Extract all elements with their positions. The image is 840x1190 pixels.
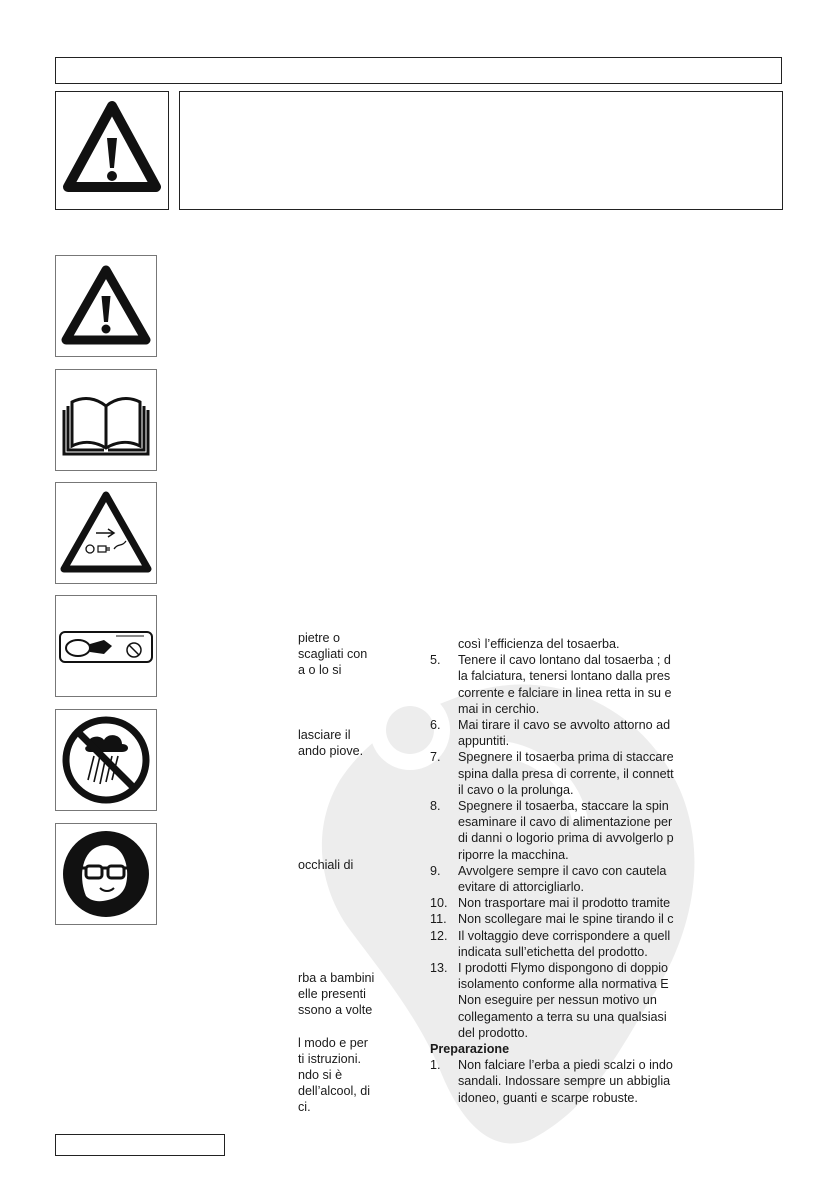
item-line: del prodotto. (458, 1025, 529, 1040)
text-line: occhiali di (298, 857, 354, 872)
item-line: il cavo o la prolunga. (458, 782, 574, 797)
symbol-box-no-rain (55, 709, 157, 811)
text-line (298, 954, 428, 970)
unplug-before-maintenance-icon (56, 483, 156, 583)
list-item (430, 749, 740, 798)
item-number: 8. (430, 799, 441, 814)
item-line: esaminare il cavo di alimentazione per (458, 815, 673, 830)
item-line: indicata sull’etichetta del prodotto. (458, 944, 648, 959)
symbol-box-cable (55, 595, 157, 697)
text-line: a o lo si (298, 663, 342, 678)
text-line (298, 921, 428, 937)
item-line: spina dalla presa di corrente, il connett (458, 766, 674, 781)
wear-eye-protection-icon (56, 824, 156, 924)
item-line: appuntiti. (458, 734, 510, 749)
text-line: l modo e per (298, 1035, 369, 1050)
no-rain-icon (56, 710, 156, 810)
text-line (298, 873, 428, 889)
item-line: Spegnere il tosaerba, staccare la spin (458, 799, 669, 814)
item-number: 13. (430, 961, 448, 976)
text-line: ssono a volte (298, 1003, 373, 1018)
item-line: la falciatura, tenersi lontano dalla pres (458, 669, 671, 684)
item-line: Non trasportare mai il prodotto tramite (458, 896, 671, 911)
text-line: pietre o (298, 631, 341, 645)
header-warning-box (55, 91, 169, 210)
item-number: 10. (430, 896, 448, 911)
text-line: scagliati con (298, 647, 368, 662)
text-line (298, 1019, 428, 1035)
item-line: idoneo, guanti e scarpe robuste. (458, 1090, 638, 1105)
text-line: elle presenti (298, 987, 366, 1002)
cable-away-from-blade-icon (56, 596, 156, 696)
intro-line: così l’efficienza del tosaerba. (458, 637, 620, 651)
list-item (430, 895, 740, 911)
item-line: di danni o logorio prima di avvolgerlo p (458, 831, 674, 846)
text-line: ti istruzioni. (298, 1051, 361, 1066)
item-number: 1. (430, 1058, 441, 1073)
item-number: 12. (430, 928, 448, 943)
text-line: ndo si è (298, 1068, 343, 1083)
list-item (430, 652, 740, 717)
text-line: ando piove. (298, 744, 364, 759)
list-item (430, 717, 740, 749)
item-line: sandali. Indossare sempre un abbiglia (458, 1074, 671, 1089)
list-item (430, 911, 740, 927)
text-line (298, 938, 428, 954)
item-number: 6. (430, 718, 441, 733)
symbol-box-eye-protection (55, 823, 157, 925)
item-line: Mai tirare il cavo se avvolto attorno ad (458, 718, 671, 733)
item-line: mai in cerchio. (458, 701, 540, 716)
list-item (430, 798, 740, 863)
item-line: isolamento conforme alla normativa E (458, 977, 669, 992)
item-line: Avvolgere sempre il cavo con cautela (458, 863, 667, 878)
list-item (430, 960, 740, 1041)
item-line: Spegnere il tosaerba prima di staccare (458, 750, 674, 765)
text-line (298, 840, 428, 856)
item-line: Non falciare l’erba a piedi scalzi o indo (458, 1058, 673, 1073)
text-line: lasciare il (298, 728, 351, 743)
text-line: rba a bambini (298, 970, 375, 985)
section-heading: Preparazione (430, 1042, 510, 1057)
item-line: Il voltaggio deve corrispondere a quell (458, 928, 671, 943)
left-text-column (298, 630, 428, 1116)
right-text-column (430, 636, 740, 1106)
list-item (430, 1057, 740, 1106)
item-number: 5. (430, 653, 441, 668)
item-line: collegamento a terra su una qualsiasi (458, 1009, 667, 1024)
list-item (430, 863, 740, 895)
title-bar (55, 57, 782, 84)
item-line: I prodotti Flymo dispongono di doppio (458, 961, 669, 976)
symbol-box-warning (55, 255, 157, 357)
text-line (298, 776, 428, 792)
text-line (298, 889, 428, 905)
text-line (298, 760, 428, 776)
item-number: 7. (430, 750, 441, 765)
list-item (430, 928, 740, 960)
text-line (298, 711, 428, 727)
item-line: evitare di attorcigliarlo. (458, 880, 584, 895)
item-line: Tenere il cavo lontano dal tosaerba ; d (458, 653, 671, 668)
item-number: 9. (430, 863, 441, 878)
header-warning-text-box (179, 91, 783, 210)
symbol-box-unplug (55, 482, 157, 584)
symbol-box-manual (55, 369, 157, 471)
text-line (298, 905, 428, 921)
text-line (298, 808, 428, 824)
page-footer-box (55, 1134, 225, 1156)
read-manual-icon (56, 370, 156, 470)
item-line: Non eseguire per nessun motivo un (458, 993, 657, 1008)
item-line: corrente e falciare in linea retta in su e (458, 685, 672, 700)
text-line (298, 824, 428, 840)
item-line: riporre la macchina. (458, 847, 569, 862)
text-line (298, 695, 428, 711)
text-line: dell’alcool, di (298, 1084, 371, 1099)
item-line: Non scollegare mai le spine tirando il c (458, 912, 674, 927)
text-line (298, 792, 428, 808)
text-line (298, 679, 428, 695)
item-number: 11. (430, 912, 447, 927)
warning-triangle-icon (56, 256, 156, 356)
warning-triangle-icon (56, 92, 168, 209)
text-line: ci. (298, 1100, 311, 1115)
